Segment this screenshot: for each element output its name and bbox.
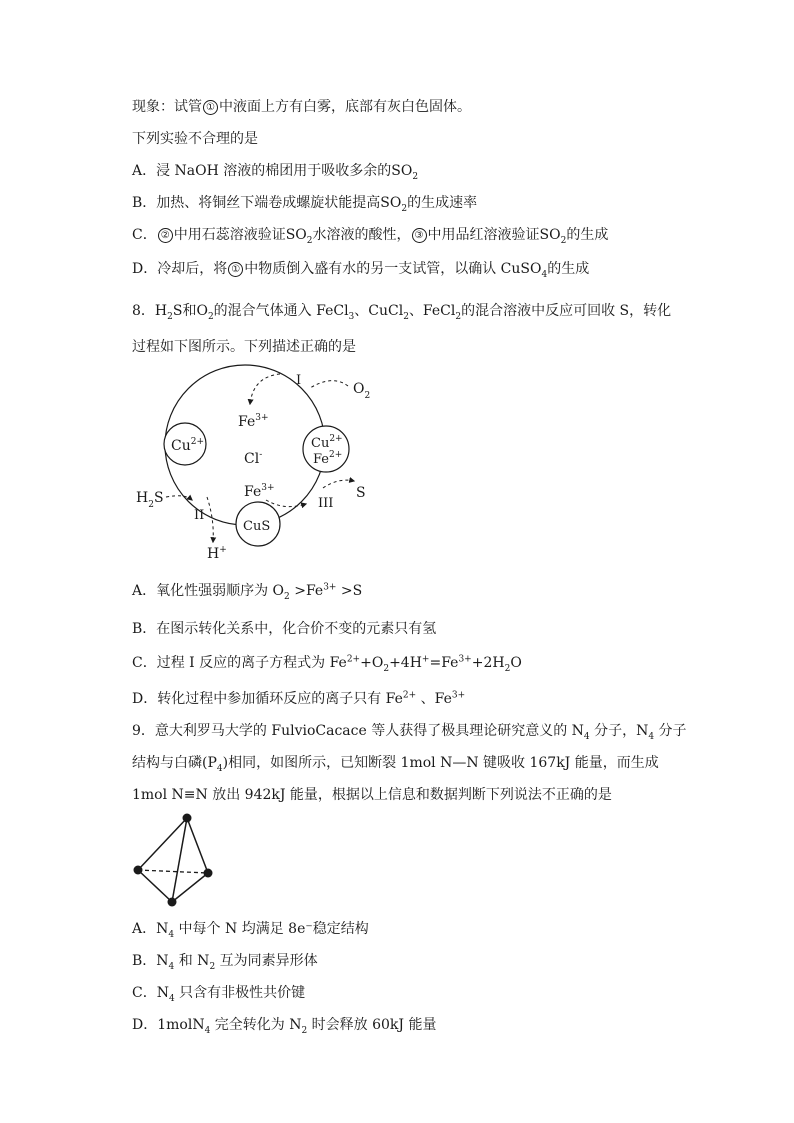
process-II-label: II	[194, 508, 205, 523]
text: =Fe	[429, 655, 459, 671]
q8-option-c	[132, 654, 522, 672]
circled-number: ②	[158, 228, 173, 243]
q8-option-d	[132, 690, 465, 708]
text: S和O	[172, 303, 208, 319]
subscript: 2	[403, 311, 409, 322]
text: D．冷却后，将	[132, 261, 228, 277]
text: )相同，如图所示，已知断裂 1mol N—N 键吸收 167kJ 能量，而生成	[222, 755, 659, 771]
subscript: 2	[167, 311, 173, 322]
q8-stem-line1	[132, 302, 671, 320]
superscript: 3+	[458, 654, 472, 665]
fe3-bottom-label: $Fe^{3+}$	[244, 483, 275, 500]
q7-option-b	[132, 194, 477, 212]
subscript: 4	[583, 731, 590, 742]
text: D．1molN	[132, 1017, 205, 1033]
text: C．过程 I 反应的离子方程式为 Fe	[132, 655, 347, 671]
bond	[172, 873, 208, 902]
text: 的混合溶液中反应可回收 S，转化	[461, 303, 672, 319]
superscript: +	[421, 654, 430, 665]
text: A．浸 NaOH 溶液的棉团用于吸收多余的SO	[132, 163, 413, 179]
text: +O	[360, 655, 384, 671]
text: >S	[336, 583, 363, 599]
subscript: 4	[168, 993, 175, 1004]
superscript: 2+	[402, 690, 417, 701]
text: 时会释放 60kJ 能量	[307, 1017, 437, 1033]
atom	[134, 866, 143, 875]
subscript: 4	[648, 731, 655, 742]
text: B．N	[132, 953, 169, 969]
subscript: 4	[541, 269, 548, 280]
n4-tetrahedron-diagram	[132, 812, 222, 910]
subscript: 2	[560, 235, 567, 246]
chloride-label: Cl-	[244, 450, 263, 467]
superscript: 3+	[323, 582, 337, 593]
text: 的混合气体通入 FeCl	[213, 303, 349, 319]
text: A．N	[132, 921, 169, 937]
text: 完全转化为 N	[210, 1017, 302, 1033]
subscript: 2	[301, 1025, 308, 1036]
subscript: 2	[412, 171, 419, 182]
h2s-label: $H_2S$	[136, 490, 164, 510]
subscript: 2	[284, 591, 290, 602]
text: +2H	[471, 655, 505, 671]
text: 和 N	[174, 953, 210, 969]
bond	[187, 818, 208, 873]
q8-stem-line2: 过程如下图所示。下列描述正确的是	[132, 339, 356, 355]
text: B．加热、将铜丝下端卷成螺旋状能提高SO	[132, 195, 402, 211]
circled-number: ①	[228, 262, 243, 277]
subscript: 2	[455, 311, 462, 322]
cu2-in-node-label: $Cu^{2+}$	[311, 434, 343, 451]
q9-option-c	[132, 984, 305, 1002]
text: C．N	[132, 985, 169, 1001]
text: C．	[132, 227, 157, 243]
atom	[204, 869, 213, 878]
superscript: 2+	[346, 654, 361, 665]
subscript: 4	[168, 961, 175, 972]
fe2-in-node-label: $Fe^{2+}$	[313, 450, 343, 467]
q7-option-d	[132, 260, 589, 278]
process-I-label: I	[296, 373, 302, 388]
text: 中用石蕊溶液验证SO	[173, 227, 307, 243]
q8-option-a	[132, 582, 362, 600]
text: 、CuCl	[354, 303, 404, 319]
process-I-arrow	[250, 374, 280, 404]
text: D．转化过程中参加循环反应的离子只有 Fe	[132, 691, 403, 707]
subscript: 4	[168, 929, 175, 940]
text: +4H	[389, 655, 422, 671]
circled-number: ①	[203, 100, 218, 115]
text: 分子，N	[589, 723, 649, 739]
q9-stem-line1	[132, 722, 687, 740]
atom	[168, 898, 177, 907]
subscript: 3	[348, 311, 355, 322]
text: 的生成速率	[407, 195, 478, 211]
subscript: 2	[504, 663, 511, 674]
o2-in-arrow	[310, 381, 348, 388]
h2s-in-arrow	[166, 496, 192, 500]
subscript: 2	[401, 203, 408, 214]
text: 中每个 N 均满足 8e⁻稳定结构	[174, 921, 369, 937]
q9-option-b	[132, 952, 318, 970]
subscript: 4	[216, 763, 223, 774]
text: A．氧化性强弱顺序为 O	[132, 583, 285, 599]
o2-label: $O_2$	[353, 381, 371, 401]
q7-option-c	[132, 226, 608, 244]
cus-label: CuS	[243, 519, 271, 534]
reaction-cycle-diagram	[130, 362, 390, 567]
text: 的生成	[547, 261, 590, 277]
hplus-out-arrow	[207, 497, 213, 542]
sulfur-label: S	[356, 485, 366, 501]
superscript: 3+	[451, 690, 466, 701]
subscript: 4	[204, 1025, 211, 1036]
atom	[183, 814, 192, 823]
subscript: 2	[306, 235, 313, 246]
q9-option-a	[132, 920, 369, 938]
text: 中物质倒入盛有水的另一支试管，以确认 CuSO	[244, 261, 542, 277]
q7-phenomenon	[132, 98, 471, 116]
text: 水溶液的酸性，	[312, 227, 411, 243]
q7-question: 下列实验不合理的是	[132, 131, 258, 147]
hidden-bond	[138, 870, 208, 873]
q9-stem-line2	[132, 754, 659, 772]
text: 的生成	[566, 227, 609, 243]
subscript: 2	[209, 961, 216, 972]
circled-number: ③	[412, 228, 427, 243]
text: 结构与白磷(P	[132, 755, 217, 771]
subscript: 2	[383, 663, 390, 674]
bond	[138, 870, 172, 902]
process-III-label: III	[318, 496, 334, 511]
text: 分子	[654, 723, 687, 739]
hplus-label: H+	[207, 545, 227, 562]
fe3-top-label: $Fe^{3+}$	[238, 413, 269, 430]
text: 互为同素异形体	[215, 953, 318, 969]
text: 9．意大利罗马大学的 FulvioCacace 等人获得了极具理论研究意义的 N	[132, 723, 584, 739]
q8-option-b: B．在图示转化关系中，化合价不变的元素只有氢	[132, 621, 437, 637]
text: 、FeCl	[408, 303, 456, 319]
cu2-label: $Cu^{2+}$	[171, 437, 205, 454]
text: 8．H	[132, 303, 168, 319]
sulfur-out-arrow	[323, 480, 354, 488]
text: O	[510, 655, 522, 671]
text: 中液面上方有白雾，底部有灰白色固体。	[219, 99, 471, 115]
text: >Fe	[289, 583, 324, 599]
q9-option-d	[132, 1016, 436, 1034]
q7-option-a	[132, 162, 418, 180]
text: 现象：试管	[132, 99, 202, 115]
text: 、Fe	[416, 691, 452, 707]
text: 中用品红溶液验证SO	[427, 227, 561, 243]
q9-stem-line3: 1mol N≡N 放出 942kJ 能量，根据以上信息和数据判断下列说法不正确的是	[132, 787, 612, 803]
text: 只含有非极性共价键	[174, 985, 306, 1001]
subscript: 2	[207, 311, 214, 322]
